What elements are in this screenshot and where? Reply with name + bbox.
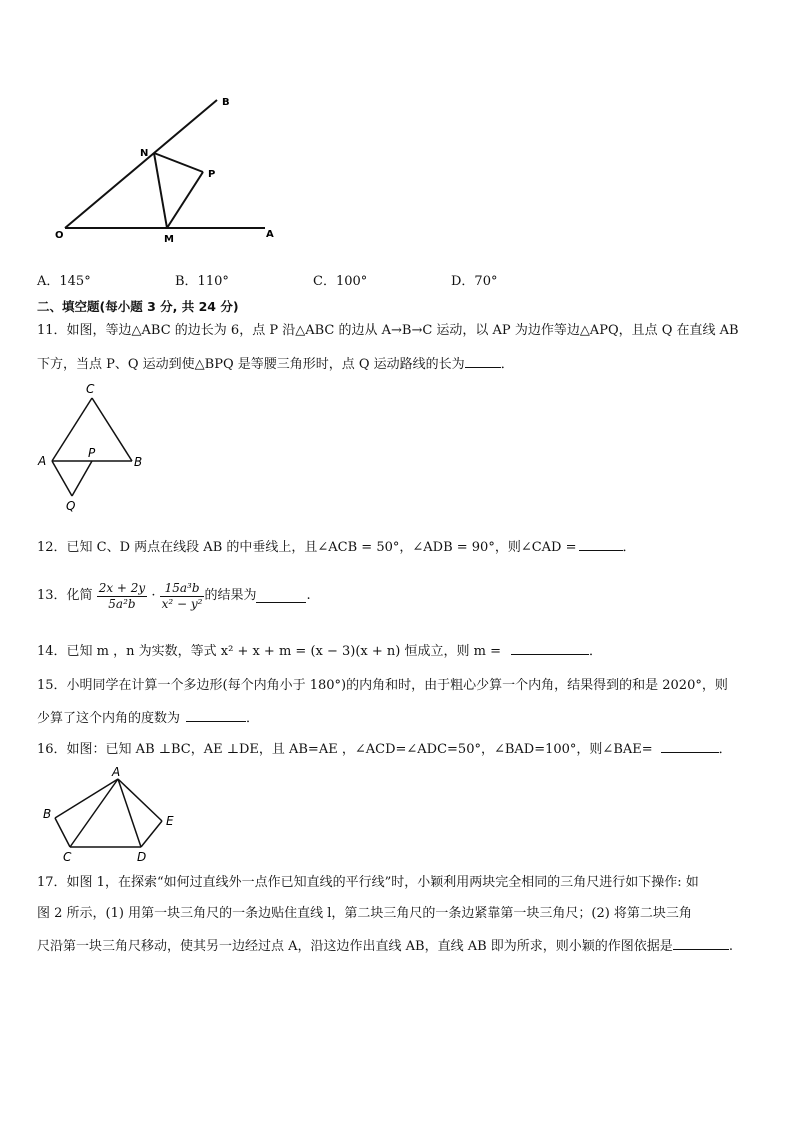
- option-b: B．110°: [175, 274, 229, 289]
- q11-line1: 11．如图，等边△ABC 的边长为 6，点 P 沿△ABC 的边从 A→B→C 运动，以 AP 为边作等边△APQ，且点 Q 在直线 AB: [37, 323, 739, 338]
- option-c: C．100°: [313, 274, 368, 289]
- q15-line2: 少算了这个内角的度数为: [37, 711, 181, 726]
- fig16-label-a: A: [112, 765, 121, 779]
- q15-line2-end: ．: [246, 711, 260, 726]
- fig16-label-d: D: [137, 850, 147, 863]
- q17-line3-wrap: [37, 936, 733, 956]
- fig16-label-e: E: [166, 814, 174, 828]
- q13-fraction-2: [160, 581, 205, 612]
- q14-text: 14．已知 m ，n 为实数，等式 x² + x + m = (x − 3)(x + n) 恒成立，则 m =: [37, 644, 501, 659]
- q17-line2: 图 2 所示，(1) 用第一块三角尺的一条边贴住直线 l，第二块三角尺的一条边紧靠第一块三角尺；(2) 将第二块三角: [37, 906, 692, 921]
- q11-line2: 下方，当点 P、Q 运动到使△BPQ 是等腰三角形时，点 Q 运动路线的长为: [37, 357, 465, 372]
- q13-prefix: 13．化简: [37, 588, 93, 603]
- q13-f2-numerator: 15a³b: [160, 581, 205, 597]
- q17-answer-blank[interactable]: [673, 936, 729, 950]
- q13-f1-numerator: 2x + 2y: [98, 580, 146, 595]
- q17-line3-end: .: [728, 939, 733, 954]
- fig10-label-a: A: [266, 229, 274, 240]
- fig16-label-c: C: [63, 850, 72, 863]
- fig10-label-n: N: [140, 148, 149, 159]
- fig16-label-b: B: [43, 807, 52, 821]
- q15-line1: 15．小明同学在计算一个多边形(每个内角小于 180°)的内角和时，由于粗心少算一个内角，结果得到的和是 2020°，则: [37, 678, 728, 693]
- q16-line: [37, 739, 732, 759]
- fig11-label-p: P: [88, 446, 96, 460]
- q14-end: ．: [588, 644, 602, 659]
- q12-answer-blank[interactable]: [579, 537, 623, 551]
- q13-suffix: 的结果为: [204, 588, 257, 603]
- q13-answer-blank[interactable]: [256, 589, 306, 603]
- q15-answer-blank[interactable]: [186, 708, 246, 722]
- figure-pentagon-abcde: [38, 765, 188, 863]
- q16-end: ．: [718, 742, 732, 757]
- q17-line1: 17．如图 1，在探索“如何过直线外一点作已知直线的平行线”时，小颖利用两块完全相同的三角尺进行如下操作: 如: [37, 875, 699, 890]
- q16-text: 16．如图：已知 AB ⊥BC，AE ⊥DE，且 AB=AE ，∠ACD=∠ADC=50°，∠BAD=100°，则∠BAE=: [37, 742, 653, 757]
- q17-line3: 尺沿第一块三角尺移动，使其另一边经过点 A，沿这边作出直线 AB，直线 AB 即为所求，则小颖的作图依据是: [37, 939, 673, 954]
- option-d: D．70°: [451, 274, 498, 289]
- q12-line: [37, 537, 636, 557]
- fig10-label-b: B: [222, 97, 230, 108]
- q14-answer-blank[interactable]: [511, 641, 589, 655]
- figure-angle-omp: [50, 92, 290, 247]
- q13-end: .: [306, 588, 311, 603]
- q12-text: 12．已知 C、D 两点在线段 AB 的中垂线上，且∠ACB = 50°，∠ADB = 90°，则∠CAD =: [37, 540, 577, 555]
- fig10-label-o: O: [55, 230, 64, 241]
- fig11-label-b: B: [134, 455, 143, 469]
- q14-line: [37, 641, 602, 661]
- option-a: A．145°: [37, 274, 91, 289]
- section-title: 二、填空题(每小题 3 分, 共 24 分): [37, 299, 239, 314]
- fig11-label-c: C: [86, 382, 95, 396]
- figure-triangle-abc: [34, 380, 154, 515]
- q13-f2-denominator: x² − y²: [161, 596, 203, 611]
- fig10-label-p: P: [208, 169, 216, 180]
- q12-end: ．: [622, 540, 636, 555]
- q15-line2-wrap: [37, 708, 259, 728]
- fig11-label-q: Q: [66, 499, 76, 513]
- q11-answer-blank[interactable]: [465, 354, 501, 368]
- q13-fraction-1: [97, 581, 148, 612]
- q11-line2-wrap: [37, 354, 514, 374]
- fig10-label-m: M: [164, 234, 174, 245]
- q11-line2-end: ．: [500, 357, 514, 372]
- fig11-label-a: A: [38, 454, 47, 468]
- q13-line: [37, 576, 311, 617]
- q16-answer-blank[interactable]: [661, 739, 719, 753]
- q13-dot: ·: [151, 588, 156, 603]
- q13-f1-denominator: 5a²b: [108, 596, 136, 611]
